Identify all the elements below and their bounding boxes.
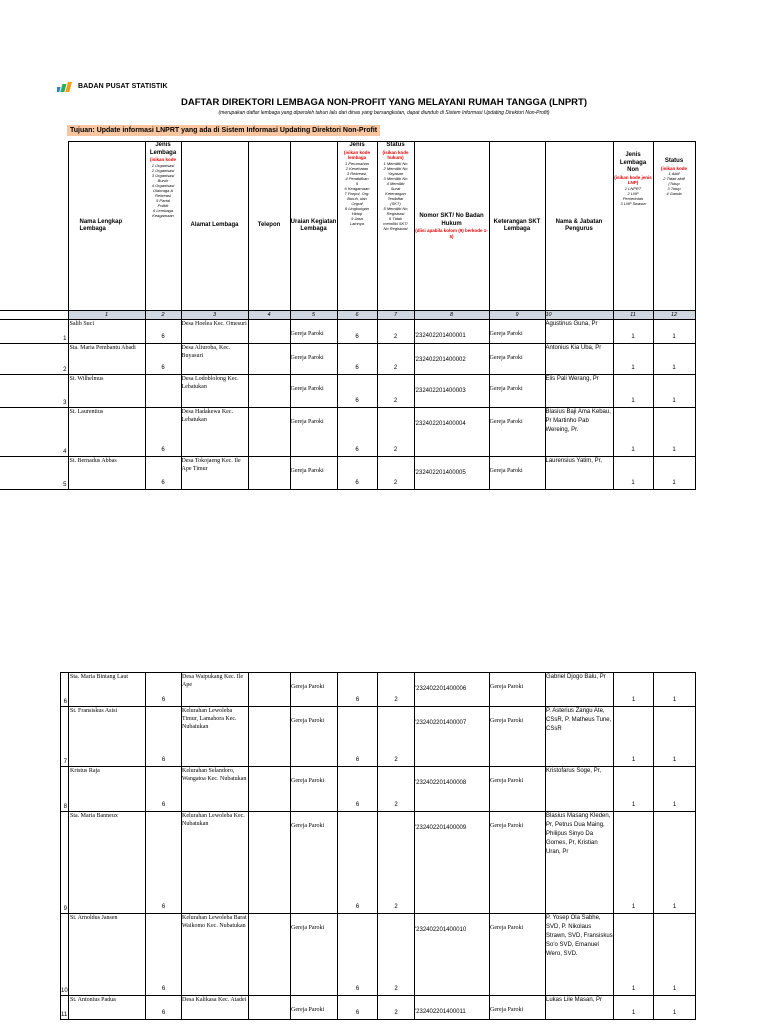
- header-option-item: 4 Organisasi: [151, 182, 175, 188]
- cell-status: 2: [377, 408, 414, 457]
- cell-nama: St. Arnoldus Jansen: [69, 914, 146, 996]
- cell-jenis: 6: [145, 344, 181, 375]
- cell-jenis: 6: [145, 408, 181, 457]
- cell-pengurus: P. Yosep Ola Sabhe, SVD, P. Nikolaus Strawn, SVD, Fransiskus So'o SVD, Emanuel Wero, SVD.: [546, 914, 614, 996]
- header-option-item: 8 Lingkungan: [344, 205, 370, 211]
- cell-row-number: 3: [0, 375, 68, 408]
- header-option-item: 6 Lembaga: [152, 207, 173, 213]
- cell-uraian: Gereja Paroki: [290, 375, 337, 408]
- header-option-item: Lainnya: [349, 220, 364, 226]
- cell-status: 2: [377, 320, 414, 344]
- cell-uraian: Gereja Paroki: [291, 996, 338, 1020]
- cell-ket-skt: Gereja Paroki: [489, 320, 545, 344]
- cell-uraian: Gereja Paroki: [290, 457, 337, 490]
- header-option-item: 3 Rekreasi,: [346, 170, 368, 176]
- purpose-banner: Tujuan: Update informasi LNPRT yang ada di Sistem Informasi Updating Direktori Non-Profit: [67, 125, 380, 136]
- cell-alamat: Desa Hadakewa Kec. Lebatukan: [181, 408, 248, 457]
- cell-nomor-skt: '232402201400007: [415, 707, 490, 767]
- header-option-item: 2 Kesehatan: [345, 165, 369, 171]
- table-row: [61, 996, 696, 1020]
- cell-alamat: Kelurahan Selandoro, Wangatoa Kec. Nubatukan: [182, 767, 249, 812]
- cell-alamat: Desa Waipukang Kec. Ile Ape: [182, 673, 249, 707]
- header-option-item: 3 LNP Swasta: [620, 200, 646, 206]
- cell-nama: St. Bernadus Abbas: [68, 457, 145, 490]
- header-uraian: Uraian Kegiatan Lembaga: [290, 142, 337, 311]
- header-status-aktif-title: Status: [664, 158, 684, 164]
- cell-pengurus: Lukas Lile Masan, Pr: [546, 996, 614, 1020]
- cell-jenis-kegiatan: 6: [338, 767, 378, 812]
- cell-row-number: 5: [0, 457, 68, 490]
- header-option-item: Hidup: [351, 210, 363, 216]
- cell-jenis: 6: [145, 457, 181, 490]
- header-jenis: [145, 142, 181, 311]
- header-status-aktif: [653, 142, 695, 311]
- directory-table-bottom: [60, 672, 696, 1020]
- cell-status-aktif: 1: [653, 344, 695, 375]
- header-option-item: 4 Ganda: [666, 191, 682, 196]
- header-jenis-kegiatan: [337, 142, 377, 311]
- cell-row-number: 10: [61, 914, 69, 996]
- cell-jenis-kegiatan: 6: [337, 320, 377, 344]
- cell-pengurus: Gabriel Djogo Balu, Pr: [546, 673, 614, 707]
- cell-alamat: Desa Hoelea Kec. Omesuri: [181, 320, 248, 344]
- column-number-row: [0, 311, 695, 320]
- page-subtitle: (merupakan daftar lembaga yang diperoleh tahun lalu dari dinas yang bersangkutan, dapat diunduh di Sistem Informasi Updating Direktori Non-Profit): [218, 110, 550, 116]
- header-jenis2-note: (isikan kode lembaga: [343, 149, 370, 160]
- table-row: [61, 767, 696, 812]
- cell-status-aktif: 1: [653, 408, 695, 457]
- cell-alamat: Kelurahan Lewoleba Kec. Nubatukan: [182, 812, 249, 914]
- cell-status-aktif: 1: [654, 673, 696, 707]
- table-row: [0, 457, 695, 490]
- header-option-item: 1 Aktif: [668, 171, 680, 176]
- cell-row-number: 4: [0, 408, 68, 457]
- cell-alamat: Kelurahan Lewoleba Timur, Lamahora Kec. Nubatukan: [182, 707, 249, 767]
- column-number: 11: [613, 311, 653, 320]
- cell-row-number: 7: [61, 707, 69, 767]
- cell-jenis-kegiatan: 6: [338, 996, 378, 1020]
- column-number: 9: [489, 311, 545, 320]
- header-option-item: No Registrasi: [383, 225, 408, 231]
- header-status: [377, 142, 414, 311]
- cell-uraian: Gereja Paroki: [291, 707, 338, 767]
- header-alamat: Alamat Lembaga: [181, 142, 248, 311]
- rows-bottom: [61, 673, 696, 1020]
- header-status-title: Status: [386, 142, 405, 148]
- header-option-item: Pemerintah: [622, 195, 644, 201]
- cell-ket-skt: Gereja Paroki: [490, 914, 546, 996]
- header-option-item: 2 Tidak aktif: [663, 176, 685, 181]
- cell-uraian: Gereja Paroki: [291, 914, 338, 996]
- cell-jenis-lnp: 1: [613, 375, 653, 408]
- column-number: 4: [248, 311, 290, 320]
- header-nama: Nama Lengkap Lembaga: [68, 142, 145, 311]
- cell-nomor-skt: '232402201400003: [414, 375, 489, 408]
- bps-logo-icon: [57, 82, 75, 94]
- cell-uraian: Gereja Paroki: [291, 673, 338, 707]
- column-number: 10: [545, 311, 613, 320]
- cell-nama: St. Antonius Padua: [69, 996, 146, 1020]
- cell-telepon: [249, 996, 291, 1020]
- cell-nomor-skt: '232402201400001: [414, 320, 489, 344]
- cell-telepon: [248, 320, 290, 344]
- header-option-item: 3 Organisasi: [151, 172, 175, 178]
- header-option-item: 1 LNPRT: [624, 185, 642, 191]
- cell-nomor-skt: '232402201400010: [415, 914, 490, 996]
- header-option-item: 1 Organisasi: [151, 162, 175, 168]
- header-nomor-skt-title: Nomor SKT/ No Badan Hukum: [419, 213, 484, 227]
- cell-jenis: 6: [146, 914, 182, 996]
- cell-telepon: [249, 812, 291, 914]
- cell-status: 2: [378, 767, 415, 812]
- column-number: 5: [290, 311, 337, 320]
- header-status-note: (isikan kode hukum): [382, 149, 409, 160]
- cell-jenis-kegiatan: 6: [337, 375, 377, 408]
- table-row: [0, 375, 695, 408]
- cell-jenis: 6: [146, 812, 182, 914]
- cell-uraian: Gereja Paroki: [290, 344, 337, 375]
- cell-jenis: 6: [146, 767, 182, 812]
- cell-telepon: [248, 408, 290, 457]
- cell-ket-skt: Gereja Paroki: [490, 767, 546, 812]
- cell-status-aktif: 1: [654, 767, 696, 812]
- cell-jenis-lnp: 1: [614, 996, 654, 1020]
- cell-nama: Sta. Maria Bintang Laut: [69, 673, 146, 707]
- cell-jenis-kegiatan: 6: [338, 707, 378, 767]
- cell-telepon: [249, 914, 291, 996]
- header-option-item: Buruh, dan: [347, 195, 367, 201]
- header-telepon: Telepon: [248, 142, 290, 311]
- cell-uraian: Gereja Paroki: [290, 320, 337, 344]
- cell-ket-skt: Gereja Paroki: [489, 457, 545, 490]
- cell-row-number: 8: [61, 767, 69, 812]
- header-jenis-title: Jenis Lembaga: [149, 142, 177, 156]
- cell-jenis: 6: [146, 996, 182, 1020]
- header-pengurus: Nama & Jabatan Pengurus: [545, 142, 613, 311]
- header-option-item: Terdaftar: [387, 195, 404, 201]
- cell-alamat: Desa Tokojaeng Kec. Ile Ape Timur: [181, 457, 248, 490]
- cell-status-aktif: 1: [653, 457, 695, 490]
- column-number-spacer: [0, 311, 68, 320]
- rows-top: [0, 320, 695, 490]
- cell-jenis: 6: [146, 673, 182, 707]
- header-nomor-skt-note: (diisi apabila kolom (9) berkode 1-5): [415, 228, 488, 239]
- cell-jenis-kegiatan: 6: [337, 408, 377, 457]
- column-number: 2: [145, 311, 181, 320]
- cell-jenis-lnp: 1: [613, 344, 653, 375]
- header-option-item: Yayasan: [387, 170, 404, 176]
- header-option-item: 3 Memiliki No: [383, 175, 408, 181]
- cell-nomor-skt: '232402201400006: [415, 673, 490, 707]
- cell-jenis-lnp: 1: [614, 914, 654, 996]
- table-row: [61, 914, 696, 996]
- table-row: [0, 320, 695, 344]
- cell-row-number: 11: [61, 996, 69, 1020]
- directory-table-top: [0, 141, 696, 490]
- header-option-item: 6 Tidak: [388, 215, 403, 221]
- cell-status-aktif: 1: [654, 707, 696, 767]
- cell-uraian: Gereja Paroki: [291, 812, 338, 914]
- cell-ket-skt: Gereja Paroki: [489, 408, 545, 457]
- cell-alamat: Desa Aliuroba, Kec. Buyasuri: [181, 344, 248, 375]
- cell-row-number: 9: [61, 812, 69, 914]
- cell-telepon: [248, 457, 290, 490]
- header-option-item: Keterangan: [385, 190, 406, 196]
- header-status-options: [378, 161, 414, 231]
- cell-jenis-kegiatan: 6: [337, 344, 377, 375]
- cell-nama: St. Wilhelmus: [68, 375, 145, 408]
- header-option-item: Keagamaan: [152, 212, 174, 218]
- cell-pengurus: Antonius Kia Uba, Pr: [545, 344, 613, 375]
- header-option-item: Rekreasi: [155, 192, 171, 198]
- cell-jenis-lnp: 1: [614, 767, 654, 812]
- header-option-item: Politik: [157, 202, 169, 208]
- cell-uraian: Gereja Paroki: [290, 408, 337, 457]
- header-option-item: 2 Memiliki No: [383, 165, 408, 171]
- cell-jenis: 6: [146, 707, 182, 767]
- cell-nama: Kristus Raja: [69, 767, 146, 812]
- column-number: 1: [68, 311, 145, 320]
- header-option-item: 6 Keagamaan: [344, 185, 370, 191]
- header-jenis-lnp-note: (isikan kode jenis LNP): [614, 174, 652, 185]
- header-option-item: 1 Perumahan: [344, 160, 369, 166]
- cell-telepon: [248, 375, 290, 408]
- cell-jenis-kegiatan: 6: [338, 812, 378, 914]
- header-status-aktif-note: (isikan kode: [660, 165, 687, 171]
- header-ket-skt: Keterangan SKT Lembaga: [489, 142, 545, 311]
- cell-pengurus: Elis Pali Werang, Pr: [545, 375, 613, 408]
- org-name: BADAN PUSAT STATISTIK: [78, 83, 168, 90]
- cell-pengurus: Laurensius Yatim, Pr,: [545, 457, 613, 490]
- table-row: [61, 673, 696, 707]
- cell-row-number: 1: [0, 320, 68, 344]
- cell-jenis: [145, 375, 181, 408]
- header-spacer: [0, 142, 68, 311]
- cell-ket-skt: Gereja Paroki: [490, 996, 546, 1020]
- cell-nomor-skt: '232402201400009: [415, 812, 490, 914]
- cell-nama: St. Laurentius: [68, 408, 145, 457]
- header-option-item: 3 Tutup: [667, 186, 681, 191]
- cell-uraian: Gereja Paroki: [291, 767, 338, 812]
- header-status-aktif-options: [654, 171, 695, 196]
- header-option-item: 2 Organisasi: [151, 167, 175, 173]
- header-jenis-lnp-options: [614, 186, 653, 206]
- column-number: 12: [653, 311, 695, 320]
- page-title: DAFTAR DIREKTORI LEMBAGA NON-PROFIT YANG MELAYANI RUMAH TANGGA (LNPRT): [180, 97, 588, 108]
- column-number: 6: [337, 311, 377, 320]
- cell-status: 2: [378, 914, 415, 996]
- cell-jenis-lnp: 1: [613, 457, 653, 490]
- cell-status-aktif: 1: [654, 812, 696, 914]
- cell-alamat: Desa Kalikasa Kec. Atadei: [182, 996, 249, 1020]
- cell-nomor-skt: '232402201400011: [415, 996, 490, 1020]
- header-option-item: 1 Memiliki No: [383, 160, 408, 166]
- cell-jenis-lnp: 1: [613, 408, 653, 457]
- cell-row-number: 2: [0, 344, 68, 375]
- cell-jenis-kegiatan: 6: [337, 457, 377, 490]
- cell-status-aktif: 1: [653, 320, 695, 344]
- cell-status-aktif: 1: [654, 996, 696, 1020]
- header-jenis-options: [146, 163, 181, 218]
- cell-ket-skt: Gereja Paroki: [490, 673, 546, 707]
- cell-nomor-skt: '232402201400002: [414, 344, 489, 375]
- cell-ket-skt: Gereja Paroki: [490, 707, 546, 767]
- cell-jenis-lnp: 1: [614, 673, 654, 707]
- header-option-item: (Tutup: [668, 181, 680, 186]
- header-option-item: 7 Parpol, Org.: [344, 190, 370, 196]
- header-option-item: 5 Memiliki No: [383, 205, 408, 211]
- header-jenis-lnp-title: Jenis Lembaga Non: [619, 152, 647, 173]
- cell-nama: Salib Suci: [68, 320, 145, 344]
- cell-jenis: 6: [145, 320, 181, 344]
- cell-telepon: [249, 673, 291, 707]
- cell-row-number: 6: [61, 673, 69, 707]
- header-option-item: 9 Jasa: [351, 215, 363, 221]
- header-jenis-note: (isikan kode: [149, 157, 176, 162]
- header-option-item: Registrasi: [386, 210, 405, 216]
- header-option-item: 2 LNP: [627, 190, 639, 196]
- header-option-item: Buruh: [157, 177, 169, 183]
- header-option-item: 5 Partai: [156, 197, 170, 203]
- table-row: [61, 812, 696, 914]
- column-number: 8: [414, 311, 489, 320]
- cell-status: 2: [378, 996, 415, 1020]
- table-row: [61, 707, 696, 767]
- cell-nomor-skt: '232402201400005: [414, 457, 489, 490]
- header-option-item: 4 Memiliki: [386, 180, 405, 186]
- cell-status-aktif: 1: [654, 914, 696, 996]
- cell-status: 2: [378, 707, 415, 767]
- column-number: 3: [181, 311, 248, 320]
- header-jenis-lnp: [613, 142, 653, 311]
- cell-jenis-kegiatan: 6: [338, 673, 378, 707]
- header-option-item: (SKT): [390, 200, 401, 206]
- cell-status: 2: [378, 673, 415, 707]
- cell-nomor-skt: '232402201400008: [415, 767, 490, 812]
- cell-status: 2: [377, 344, 414, 375]
- table-row: [0, 408, 695, 457]
- cell-jenis-lnp: 1: [614, 812, 654, 914]
- cell-status: 2: [378, 812, 415, 914]
- cell-telepon: [249, 707, 291, 767]
- column-number: 7: [377, 311, 414, 320]
- cell-pengurus: Agustinus Guna, Pr: [545, 320, 613, 344]
- cell-jenis-kegiatan: 6: [338, 914, 378, 996]
- cell-status: 2: [377, 375, 414, 408]
- cell-ket-skt: Gereja Paroki: [490, 812, 546, 914]
- header-jenis2-options: [338, 161, 377, 226]
- cell-pengurus: P. Asterius Zangu Ate, CSsR, P. Matheus Tune, CSsR: [546, 707, 614, 767]
- header-nomor-skt: [414, 142, 489, 311]
- cell-nama: St. Fransiskus Asisi: [69, 707, 146, 767]
- cell-status-aktif: 1: [653, 375, 695, 408]
- header-option-item: 5: [355, 180, 359, 186]
- cell-alamat: Kelurahan Lewoleba Barat Waikomo Kec. Nubatukan: [182, 914, 249, 996]
- cell-alamat: Desa Lodoblolong Kec. Lebatukan: [181, 375, 248, 408]
- header-option-item: Olahraga &: [152, 187, 174, 193]
- header-option-item: 4 Pendidikan: [345, 175, 369, 181]
- cell-pengurus: Blasius Baji Ama Kebau, Pr Martinho Pab Wereing, Pr.: [545, 408, 613, 457]
- cell-jenis-lnp: 1: [613, 320, 653, 344]
- cell-status: 2: [377, 457, 414, 490]
- cell-telepon: [249, 767, 291, 812]
- cell-pengurus: Kristofarus Soge, Pr,: [546, 767, 614, 812]
- cell-nama: Sta. Maria Banneux: [69, 812, 146, 914]
- header-jenis2-title: Jenis: [349, 142, 365, 148]
- cell-jenis-lnp: 1: [614, 707, 654, 767]
- cell-pengurus: Blasius Masang Kleden, Pr, Petrus Dua Maing, Philipus Sinyo Da Gomes, Pr, Kristian Uran, Pr: [546, 812, 614, 914]
- header-option-item: Orgraf: [351, 200, 363, 206]
- table-row: [0, 344, 695, 375]
- header-option-item: memiliki SKT/: [383, 220, 408, 226]
- cell-telepon: [248, 344, 290, 375]
- cell-ket-skt: Gereja Paroki: [489, 375, 545, 408]
- header-option-item: Surat: [390, 185, 401, 191]
- cell-nama: Sta. Maria Pembantu Abadi: [68, 344, 145, 375]
- cell-nomor-skt: '232402201400004: [414, 408, 489, 457]
- cell-ket-skt: Gereja Paroki: [489, 344, 545, 375]
